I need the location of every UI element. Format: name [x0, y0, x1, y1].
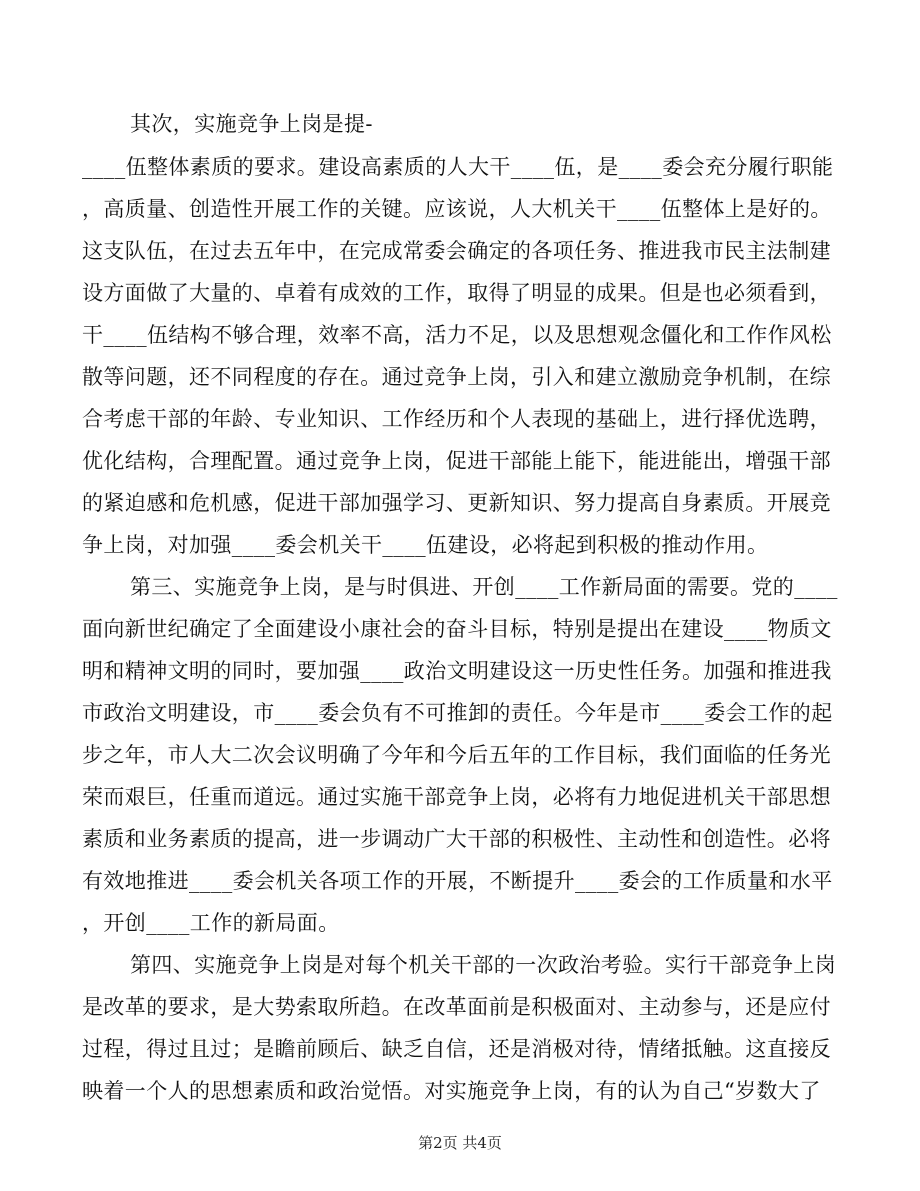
paragraph-line: 合考虑干部的年龄、专业知识、工作经历和个人表现的基础上，进行择优选聘，: [82, 407, 831, 431]
paragraph-line: 争上岗，对加强____委会机关干____伍建设，必将起到积极的推动作用。: [82, 533, 769, 557]
paragraph-line: 步之年，市人大二次会议明确了今年和今后五年的工作目标，我们面临的任务光: [82, 743, 831, 767]
page-number: 第2页 共4页: [418, 1134, 502, 1152]
paragraph-line: 是改革的要求，是大势索取所趋。在改革面前是积极面对、主动参与，还是应付: [82, 995, 831, 1019]
paragraph-line: 优化结构，合理配置。通过竞争上岗，促进干部能上能下，能进能出，增强干部: [82, 449, 831, 473]
paragraph-line: 散等问题，还不同程度的存在。通过竞争上岗，引入和建立激励竞争机制，在综: [82, 365, 831, 389]
paragraph-line: 素质和业务素质的提高，进一步调动广大干部的积极性、主动性和创造性。必将: [82, 827, 831, 851]
paragraph-line: 市政治文明建设，市____委会负有不可推卸的责任。今年是市____委会工作的起: [82, 701, 833, 725]
paragraph-line: 明和精神文明的同时，要加强____政治文明建设这一历史性任务。加强和推进我: [82, 659, 832, 683]
paragraph-line: 其次，实施竞争上岗是提-: [130, 112, 373, 136]
paragraph-line: 的紧迫感和危机感，促进干部加强学习、更新知识、努力提高自身素质。开展竞: [82, 491, 831, 515]
paragraph-line: 荣而艰巨，任重而道远。通过实施干部竞争上岗，必将有力地促进机关干部思想: [82, 785, 831, 809]
paragraph-line: 这支队伍，在过去五年中，在完成常委会确定的各项任务、推进我市民主法制建: [82, 239, 831, 263]
paragraph-line: ，高质量、创造性开展工作的关键。应该说，人大机关干____伍整体上是好的。: [82, 197, 832, 221]
paragraph-line: 面向新世纪确定了全面建设小康社会的奋斗目标，特别是提出在建设____物质文: [82, 617, 832, 641]
paragraph-line: 干____伍结构不够合理，效率不高，活力不足，以及思想观念僵化和工作作风松: [82, 323, 832, 347]
paragraph-line: 第三、实施竞争上岗，是与时俱进、开创____工作新局面的需要。党的____: [130, 575, 838, 599]
paragraph-line: 有效地推进____委会机关各项工作的开展，不断提升____委会的工作质量和水平: [82, 869, 833, 893]
paragraph-line: ____伍整体素质的要求。建设高素质的人大干____伍，是____委会充分履行职能: [82, 155, 834, 179]
paragraph-line: 过程，得过且过；是瞻前顾后、缺乏自信，还是消极对待，情绪抵触。这直接反: [82, 1037, 831, 1061]
paragraph-line: 设方面做了大量的、卓着有成效的工作，取得了明显的成果。但是也必须看到，: [82, 281, 831, 305]
paragraph-line: 第四、实施竞争上岗是对每个机关干部的一次政治考验。实行干部竞争上岗: [130, 953, 837, 977]
paragraph-line: 映着一个人的思想素质和政治觉悟。对实施竞争上岗，有的认为自己“岁数大了: [82, 1079, 821, 1103]
paragraph-line: ，开创____工作的新局面。: [82, 911, 340, 935]
